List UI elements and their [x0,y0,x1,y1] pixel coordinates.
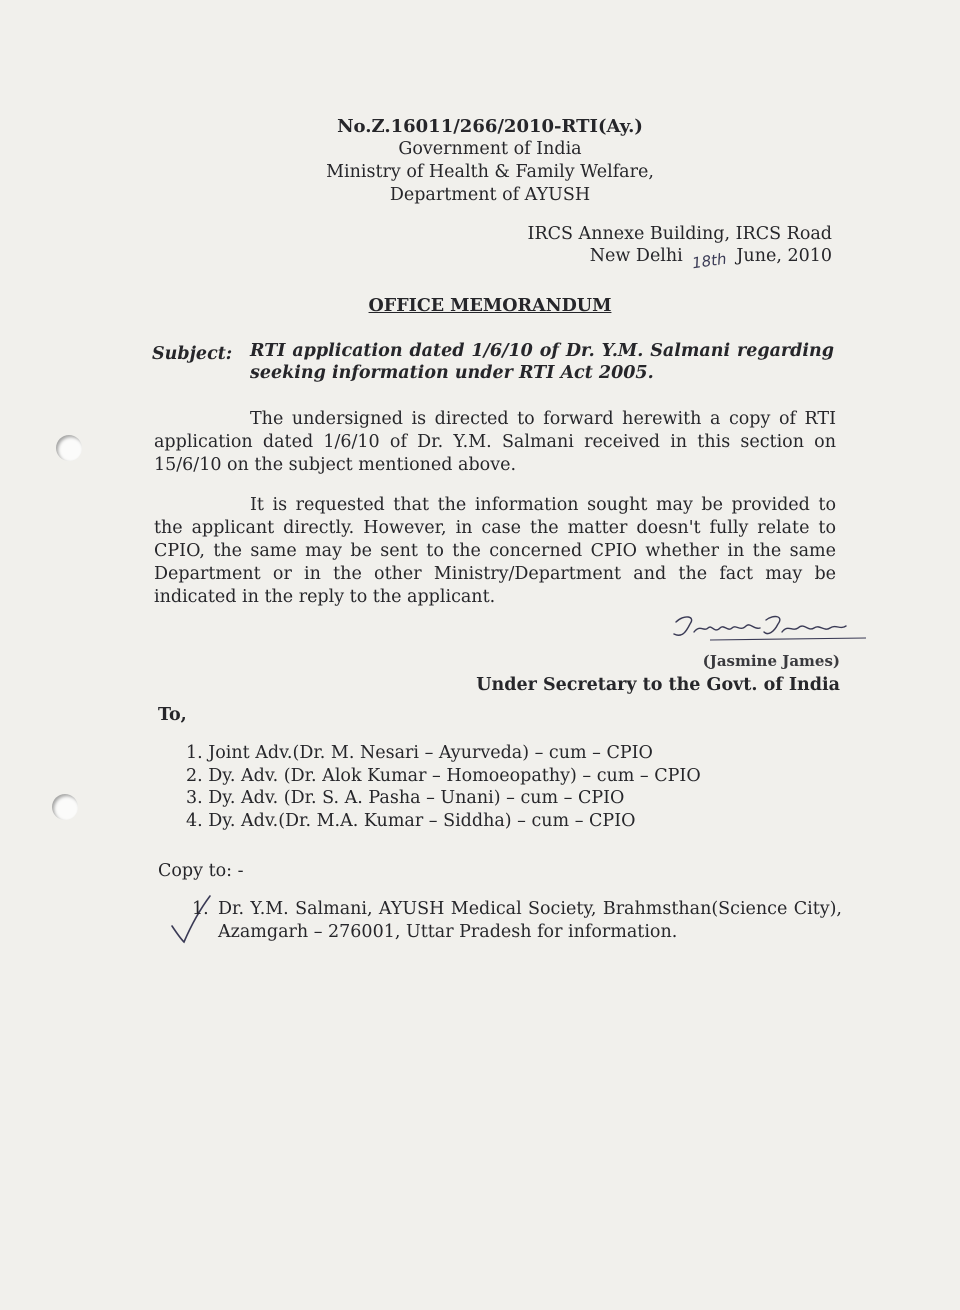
recipient-list [186,742,701,832]
recipient-item: 3. Dy. Adv. (Dr. S. A. Pasha – Unani) – cum – CPIO [186,788,625,808]
subject-label: Subject: [152,344,233,364]
header-department: Department of AYUSH [389,185,591,205]
file-number: No.Z.16011/266/2010-RTI(Ay.) [337,116,643,137]
header-government: Government of India [398,139,582,159]
address-building: IRCS Annexe Building, IRCS Road [527,224,832,244]
copy-to-item-number: 1. [192,899,209,919]
signatory-name: (Jasmine James) [702,652,840,670]
signatory-designation: Under Secretary to the Govt. of India [476,675,840,695]
punch-hole-top [56,435,82,461]
header-ministry: Ministry of Health & Family Welfare, [326,162,654,182]
recipient-item: 2. Dy. Adv. (Dr. Alok Kumar – Homoeopathy) – cum – CPIO [186,765,701,786]
body-paragraph-2: It is requested that the information sought may be provided to the applicant directly. However, in case the matter doesn't fully relate to CPIO, the same may be sent to the concerned CPIO whether in the same Department or in the other Ministry/Department and the fact may be indicated in the reply to the applicant. [154,495,836,607]
to-label: To, [158,705,187,725]
handwritten-signature [670,610,870,650]
address-place: New Delhi [589,246,683,266]
handwritten-day: 18th [691,249,728,273]
punch-hole-bottom [52,794,78,820]
copy-to-item-text: Dr. Y.M. Salmani, AYUSH Medical Society, Brahmsthan(Science City), Azamgarh – 276001, Uttar Pradesh for information. [218,899,842,942]
memo-title: OFFICE MEMORANDUM [368,296,612,316]
recipient-item: 4. Dy. Adv.(Dr. M.A. Kumar – Siddha) – cum – CPIO [186,810,636,831]
body-paragraph-1: The undersigned is directed to forward herewith a copy of RTI application dated 1/6/10 of Dr. Y.M. Salmani received in this section on 15/6/10 on the subject mentioned above. [154,409,836,475]
address-date-line [589,246,832,273]
copy-to-label: Copy to: - [158,861,244,881]
copy-to-item [192,898,844,944]
date-month-year: June, 2010 [736,246,832,266]
subject-text: RTI application dated 1/6/10 of Dr. Y.M. Salmani regarding seeking information under RTI Act 2005. [250,341,834,383]
recipient-item: 1. Joint Adv.(Dr. M. Nesari – Ayurveda) – cum – CPIO [186,743,653,763]
